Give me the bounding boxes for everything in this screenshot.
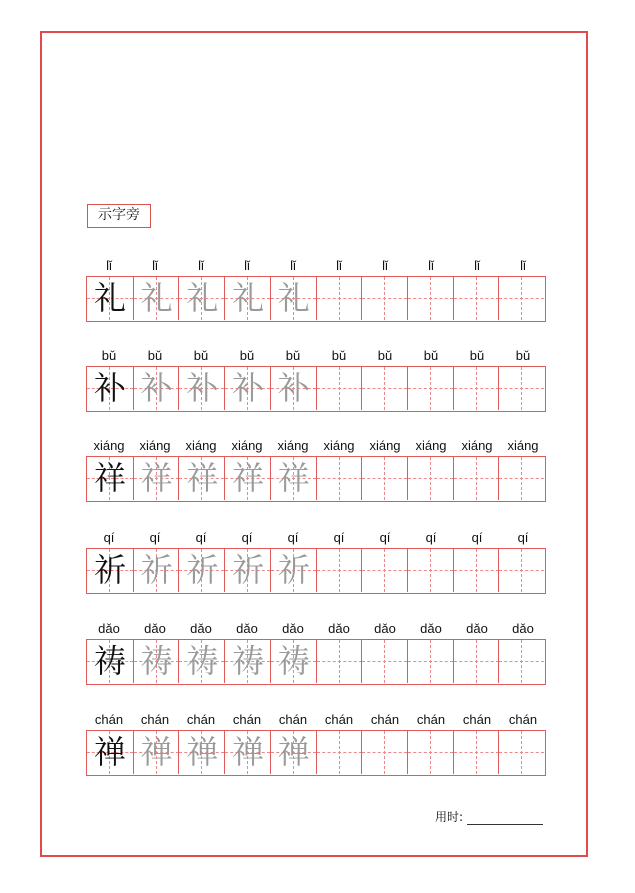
writing-cell	[224, 277, 270, 320]
pinyin-label: bǔ	[331, 348, 347, 363]
tianzige-grid	[86, 456, 546, 502]
pinyin-label: chán	[416, 712, 446, 727]
writing-cell	[87, 277, 133, 320]
cell-guide-horizontal	[499, 298, 544, 299]
cell-guide-horizontal	[362, 478, 407, 479]
tianzige-grid	[86, 639, 546, 685]
writing-cell[interactable]	[407, 640, 453, 683]
writing-cell[interactable]	[316, 277, 362, 320]
pinyin-label: lǐ	[474, 258, 480, 273]
writing-cell	[224, 549, 270, 592]
cell-guide-horizontal	[362, 388, 407, 389]
pinyin-label: lǐ	[382, 258, 388, 273]
pinyin-label: xiáng	[231, 438, 263, 453]
writing-cell[interactable]	[316, 731, 362, 774]
writing-cell[interactable]	[407, 367, 453, 410]
pinyin-label: xiáng	[323, 438, 355, 453]
pinyin-label: bǔ	[239, 348, 255, 363]
trace-character: 祈	[232, 551, 265, 589]
writing-cell[interactable]	[361, 457, 407, 500]
writing-cell[interactable]	[361, 549, 407, 592]
pinyin-label: bǔ	[515, 348, 531, 363]
cell-guide-horizontal	[454, 478, 499, 479]
writing-cell	[87, 457, 133, 500]
pinyin-label: chán	[370, 712, 400, 727]
trace-character: 祈	[277, 551, 310, 589]
model-character: 补	[93, 369, 126, 407]
writing-cell	[87, 367, 133, 410]
pinyin-label: xiáng	[185, 438, 217, 453]
tianzige-grid	[86, 730, 546, 776]
trace-character: 祷	[186, 642, 219, 680]
writing-cell	[178, 277, 224, 320]
pinyin-label: chán	[94, 712, 124, 727]
trace-character: 祷	[277, 642, 310, 680]
writing-cell[interactable]	[453, 277, 499, 320]
writing-cell	[270, 277, 316, 320]
pinyin-label: qí	[425, 530, 437, 545]
pinyin-label: qí	[517, 530, 529, 545]
pinyin-label: bǔ	[469, 348, 485, 363]
writing-cell	[270, 457, 316, 500]
cell-guide-horizontal	[499, 478, 544, 479]
trace-character: 祥	[232, 459, 265, 497]
pinyin-label: qí	[471, 530, 483, 545]
tianzige-grid	[86, 366, 546, 412]
cell-guide-horizontal	[454, 298, 499, 299]
writing-cell[interactable]	[361, 640, 407, 683]
pinyin-label: chán	[140, 712, 170, 727]
cell-guide-horizontal	[317, 570, 362, 571]
pinyin-label: dǎo	[512, 621, 534, 636]
writing-cell	[178, 640, 224, 683]
trace-character: 补	[140, 369, 173, 407]
cell-guide-horizontal	[317, 298, 362, 299]
pinyin-label: lǐ	[244, 258, 250, 273]
cell-guide-horizontal	[499, 752, 544, 753]
writing-cell[interactable]	[316, 640, 362, 683]
model-character: 礼	[93, 279, 126, 317]
pinyin-label: dǎo	[374, 621, 396, 636]
pinyin-label: dǎo	[420, 621, 442, 636]
writing-cell	[270, 549, 316, 592]
pinyin-label: lǐ	[106, 258, 112, 273]
writing-cell[interactable]	[361, 731, 407, 774]
writing-cell	[178, 457, 224, 500]
pinyin-label: xiáng	[461, 438, 493, 453]
writing-cell	[178, 549, 224, 592]
writing-cell	[133, 640, 179, 683]
writing-cell[interactable]	[361, 277, 407, 320]
cell-guide-horizontal	[362, 298, 407, 299]
pinyin-label: lǐ	[198, 258, 204, 273]
writing-cell[interactable]	[498, 367, 544, 410]
cell-guide-horizontal	[317, 478, 362, 479]
pinyin-label: xiáng	[369, 438, 401, 453]
tianzige-grid	[86, 548, 546, 594]
writing-cell	[224, 367, 270, 410]
pinyin-label: qí	[241, 530, 253, 545]
pinyin-line	[86, 348, 546, 366]
writing-cell[interactable]	[316, 457, 362, 500]
writing-cell[interactable]	[498, 731, 544, 774]
cell-guide-horizontal	[499, 388, 544, 389]
pinyin-label: qí	[379, 530, 391, 545]
writing-cell[interactable]	[316, 549, 362, 592]
writing-cell[interactable]	[407, 731, 453, 774]
trace-character: 补	[186, 369, 219, 407]
writing-cell	[87, 731, 133, 774]
cell-guide-horizontal	[408, 388, 453, 389]
writing-cell[interactable]	[316, 367, 362, 410]
trace-character: 祈	[186, 551, 219, 589]
cell-guide-horizontal	[362, 661, 407, 662]
trace-character: 礼	[140, 279, 173, 317]
cell-guide-horizontal	[408, 298, 453, 299]
cell-guide-horizontal	[362, 752, 407, 753]
pinyin-label: xiáng	[139, 438, 171, 453]
pinyin-label: dǎo	[328, 621, 350, 636]
pinyin-label: qí	[103, 530, 115, 545]
pinyin-label: chán	[232, 712, 262, 727]
trace-character: 禅	[186, 733, 219, 771]
cell-guide-horizontal	[408, 752, 453, 753]
writing-cell[interactable]	[407, 549, 453, 592]
model-character: 禅	[93, 733, 126, 771]
trace-character: 补	[232, 369, 265, 407]
cell-guide-horizontal	[454, 661, 499, 662]
time-used	[435, 808, 543, 825]
writing-cell[interactable]	[453, 640, 499, 683]
pinyin-label: chán	[278, 712, 308, 727]
trace-character: 礼	[232, 279, 265, 317]
trace-character: 礼	[186, 279, 219, 317]
writing-cell[interactable]	[498, 640, 544, 683]
pinyin-line	[86, 438, 546, 456]
cell-guide-horizontal	[317, 388, 362, 389]
pinyin-label: dǎo	[98, 621, 120, 636]
pinyin-label: chán	[508, 712, 538, 727]
radical-label: 示字旁	[87, 204, 151, 228]
writing-cell	[87, 549, 133, 592]
writing-cell	[224, 457, 270, 500]
cell-guide-horizontal	[454, 752, 499, 753]
writing-cell	[224, 640, 270, 683]
pinyin-label: dǎo	[144, 621, 166, 636]
pinyin-label: dǎo	[236, 621, 258, 636]
writing-cell	[270, 731, 316, 774]
pinyin-label: dǎo	[190, 621, 212, 636]
writing-cell	[224, 731, 270, 774]
writing-cell[interactable]	[453, 457, 499, 500]
pinyin-label: lǐ	[152, 258, 158, 273]
pinyin-label: dǎo	[282, 621, 304, 636]
pinyin-label: qí	[149, 530, 161, 545]
trace-character: 补	[277, 369, 310, 407]
model-character: 祷	[93, 642, 126, 680]
pinyin-label: qí	[333, 530, 345, 545]
writing-cell	[87, 640, 133, 683]
pinyin-label: dǎo	[466, 621, 488, 636]
pinyin-line	[86, 621, 546, 639]
model-character: 祈	[93, 551, 126, 589]
trace-character: 禅	[140, 733, 173, 771]
pinyin-label: bǔ	[147, 348, 163, 363]
pinyin-label: qí	[195, 530, 207, 545]
cell-guide-horizontal	[454, 388, 499, 389]
pinyin-label: xiáng	[415, 438, 447, 453]
pinyin-label: chán	[186, 712, 216, 727]
trace-character: 祥	[140, 459, 173, 497]
writing-cell	[133, 457, 179, 500]
time-used-blank[interactable]	[467, 812, 543, 825]
pinyin-label: xiáng	[277, 438, 309, 453]
pinyin-label: chán	[324, 712, 354, 727]
writing-cell	[133, 731, 179, 774]
cell-guide-horizontal	[317, 752, 362, 753]
trace-character: 祥	[186, 459, 219, 497]
cell-guide-horizontal	[408, 661, 453, 662]
trace-character: 礼	[277, 279, 310, 317]
tianzige-grid	[86, 276, 546, 322]
cell-guide-horizontal	[454, 570, 499, 571]
writing-cell	[133, 277, 179, 320]
writing-cell	[178, 367, 224, 410]
trace-character: 祈	[140, 551, 173, 589]
time-used-label: 用时:	[435, 810, 464, 824]
writing-cell[interactable]	[498, 549, 544, 592]
pinyin-label: qí	[287, 530, 299, 545]
cell-guide-horizontal	[362, 570, 407, 571]
pinyin-label: lǐ	[336, 258, 342, 273]
writing-cell[interactable]	[453, 549, 499, 592]
cell-guide-horizontal	[408, 570, 453, 571]
pinyin-label: xiáng	[507, 438, 539, 453]
writing-cell	[270, 640, 316, 683]
pinyin-label: lǐ	[428, 258, 434, 273]
pinyin-label: lǐ	[290, 258, 296, 273]
trace-character: 祥	[277, 459, 310, 497]
trace-character: 禅	[277, 733, 310, 771]
pinyin-label: lǐ	[520, 258, 526, 273]
writing-cell[interactable]	[407, 277, 453, 320]
cell-guide-horizontal	[499, 661, 544, 662]
pinyin-line	[86, 530, 546, 548]
cell-guide-horizontal	[408, 478, 453, 479]
writing-cell[interactable]	[361, 367, 407, 410]
pinyin-label: xiáng	[93, 438, 125, 453]
trace-character: 禅	[232, 733, 265, 771]
pinyin-label: bǔ	[423, 348, 439, 363]
pinyin-label: chán	[462, 712, 492, 727]
pinyin-line	[86, 258, 546, 276]
pinyin-label: bǔ	[377, 348, 393, 363]
pinyin-label: bǔ	[193, 348, 209, 363]
writing-cell[interactable]	[407, 457, 453, 500]
writing-cell	[178, 731, 224, 774]
pinyin-line	[86, 712, 546, 730]
pinyin-label: bǔ	[101, 348, 117, 363]
writing-cell[interactable]	[453, 731, 499, 774]
cell-guide-horizontal	[499, 570, 544, 571]
writing-cell	[270, 367, 316, 410]
trace-character: 祷	[140, 642, 173, 680]
trace-character: 祷	[232, 642, 265, 680]
pinyin-label: bǔ	[285, 348, 301, 363]
model-character: 祥	[93, 459, 126, 497]
writing-cell[interactable]	[498, 457, 544, 500]
writing-cell[interactable]	[498, 277, 544, 320]
writing-cell[interactable]	[453, 367, 499, 410]
writing-cell	[133, 549, 179, 592]
writing-cell	[133, 367, 179, 410]
cell-guide-horizontal	[317, 661, 362, 662]
